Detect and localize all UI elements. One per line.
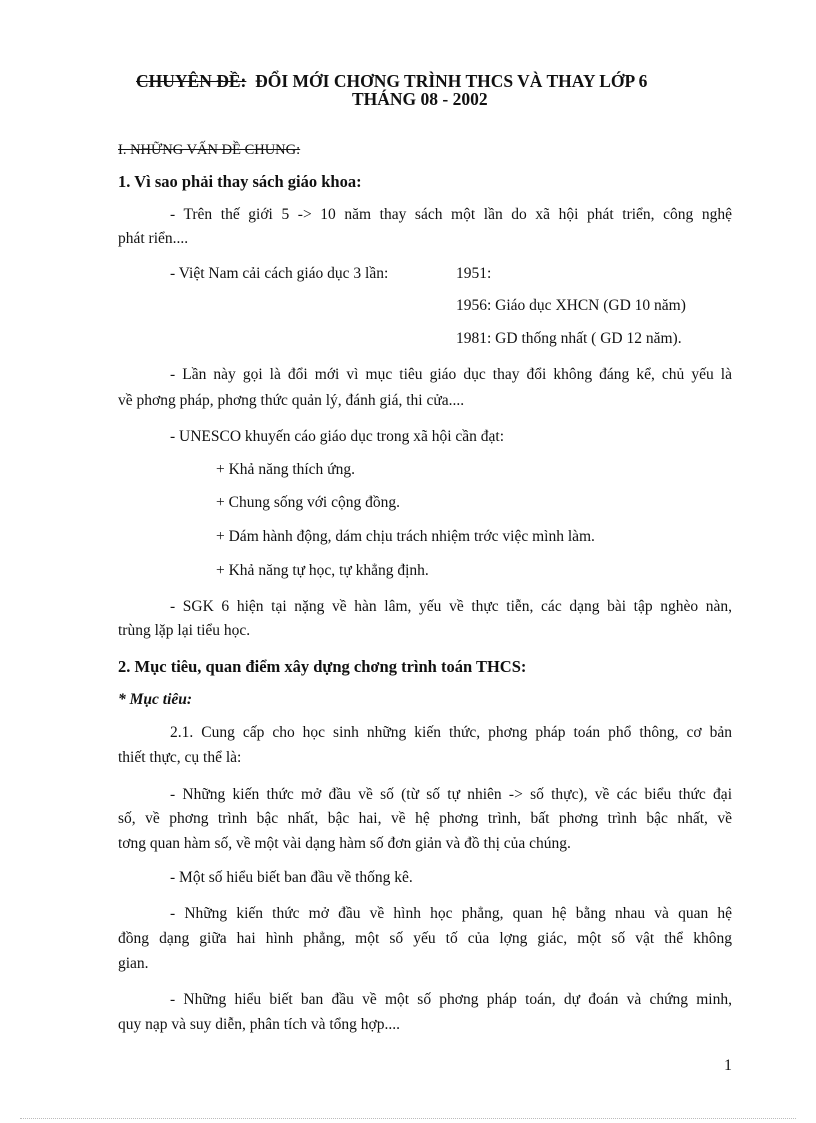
unesco-paragraph: - UNESCO khuyến cáo giáo dục trong xã hội cần đạt: <box>170 428 505 445</box>
section-heading: I. NHỮNG VẤN ĐỀ CHUNG: <box>118 142 301 158</box>
vn-reform-label: - Việt Nam cải cách giáo dục 3 lần: <box>170 265 389 282</box>
sgk-paragraph-line-2: trùng lặp lại tiểu học. <box>118 622 251 639</box>
paragraph-24-line-3: gian. <box>118 955 149 972</box>
muc-tieu-label: * Mục tiêu: <box>118 691 193 708</box>
paragraph-21-line-2: thiết thực, cụ thể là: <box>118 749 242 766</box>
unesco-item: + Chung sống với cộng đồng. <box>216 494 400 511</box>
subheading-1: 1. Vì sao phải thay sách giáo khoa: <box>118 172 362 191</box>
paragraph-1-line-1: - Trên thế giới 5 -> 10 năm thay sách một lần do xã hội phát triển, công nghệ <box>170 206 732 223</box>
paragraph-25-line-2: quy nạp và suy diễn, phân tích và tổng hợp.... <box>118 1016 400 1033</box>
vn-year-3: 1981: GD thống nhất ( GD 12 năm). <box>456 330 682 347</box>
vn-year-1: 1951: <box>456 265 492 282</box>
paragraph-25-line-1: - Những hiểu biết ban đầu về một số phơng pháp toán, dự đoán và chứng minh, <box>170 991 732 1008</box>
paragraph-23: - Một số hiểu biết ban đầu về thống kê. <box>170 869 413 886</box>
paragraph-2-line-1: - Lần này gọi là đổi mới vì mục tiêu giáo dục thay đổi không đáng kể, chủ yếu là <box>170 366 732 383</box>
sgk-paragraph-line-1: - SGK 6 hiện tại nặng về hàn lâm, yếu về thực tiễn, các dạng bài tập nghèo nàn, <box>170 598 732 615</box>
title-main: ĐỔI MỚI CHƠNG TRÌNH THCS VÀ THAY LỚP 6 <box>255 71 648 91</box>
page-bottom-divider <box>20 1118 796 1119</box>
paragraph-22-line-2: số, về phơng trình bậc nhất, bậc hai, về hệ phơng trình, bất phơng trình bậc nhất, về <box>118 810 732 827</box>
paragraph-24-line-2: đồng dạng giữa hai hình phẳng, một số yếu tố của lợng giác, một số vật thể không <box>118 930 732 947</box>
paragraph-22-line-1: - Những kiến thức mở đầu về số (từ số tự nhiên -> số thực), về các biểu thức đại <box>170 786 732 803</box>
unesco-item: + Khả năng thích ứng. <box>216 461 355 478</box>
paragraph-1-line-2: phát riển.... <box>118 230 189 247</box>
title-line-1 <box>136 72 647 90</box>
unesco-item: + Dám hành động, dám chịu trách nhiệm trớc việc mình làm. <box>216 528 595 545</box>
title-prefix: CHUYÊN ĐỀ: <box>136 71 247 91</box>
title-line-2: THÁNG 08 - 2002 <box>352 89 488 109</box>
vn-year-2: 1956: Giáo dục XHCN (GD 10 năm) <box>456 297 686 314</box>
paragraph-22-line-3: tơng quan hàm số, về một vài dạng hàm số đơn giản và đồ thị của chúng. <box>118 835 571 852</box>
paragraph-21-line-1: 2.1. Cung cấp cho học sinh những kiến thức, phơng pháp toán phổ thông, cơ bản <box>170 724 732 741</box>
page-number: 1 <box>724 1057 732 1074</box>
subheading-2: 2. Mục tiêu, quan điểm xây dựng chơng trình toán THCS: <box>118 657 527 676</box>
paragraph-2-line-2: về phơng pháp, phơng thức quản lý, đánh giá, thi cửa.... <box>118 392 465 409</box>
paragraph-24-line-1: - Những kiến thức mở đầu về hình học phẳng, quan hệ bằng nhau và quan hệ <box>170 905 732 922</box>
unesco-item: + Khả năng tự học, tự khẳng định. <box>216 562 429 579</box>
